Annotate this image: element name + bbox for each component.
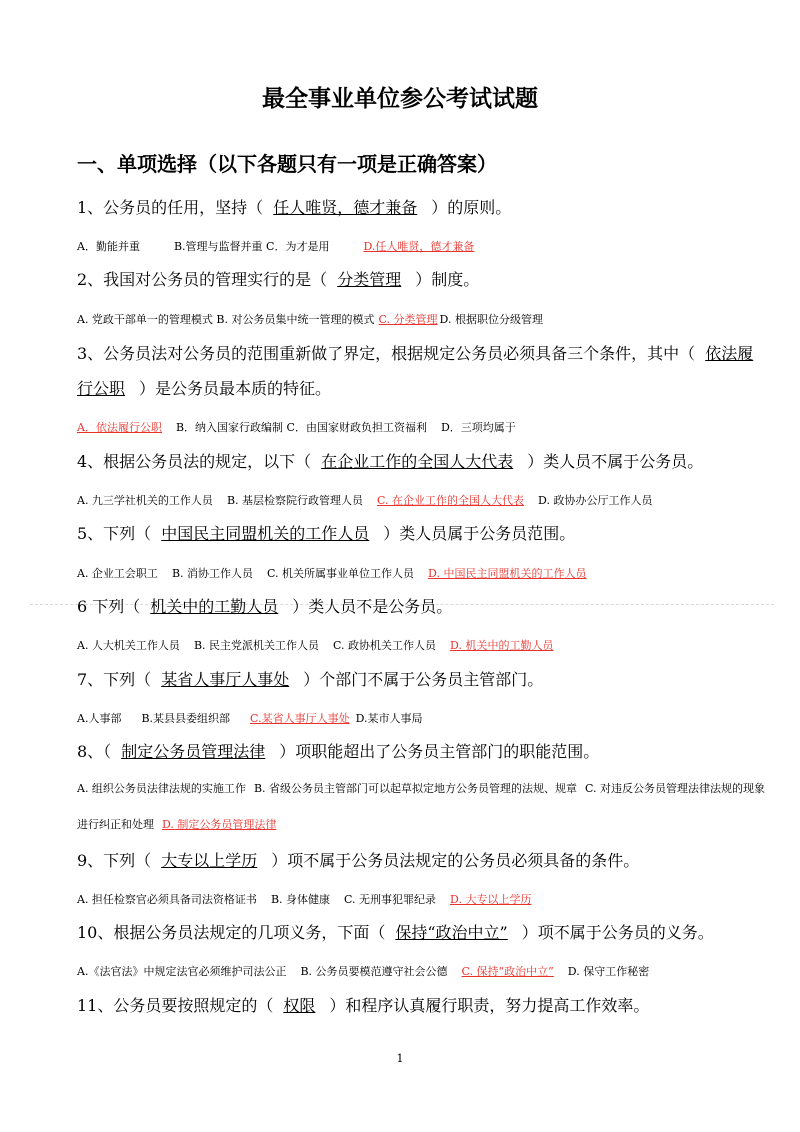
- answer-fill: 分类管理: [337, 270, 402, 289]
- answer-fill: 任人唯贤，德才兼备: [273, 198, 418, 217]
- answer-fill: 机关中的工勤人员: [150, 597, 279, 616]
- question-stem: 7、下列（: [77, 670, 152, 689]
- document-title: 最全事业单位参公考试试题: [262, 86, 538, 112]
- question-1: [77, 190, 767, 225]
- question-9: [77, 843, 767, 878]
- option: A. 担任检察官必须具备司法资格证书: [77, 893, 257, 906]
- options-4: [77, 492, 777, 508]
- options-9: [77, 891, 777, 907]
- question-stem: 9、下列（: [77, 851, 152, 870]
- answer-fill: 保持“政治中立”: [395, 923, 508, 942]
- question-6: [77, 589, 767, 624]
- options-3: [77, 419, 777, 435]
- option: B.管理与监督并重 C．为才是用: [173, 240, 330, 253]
- options-8: [77, 771, 767, 843]
- option: B. 消协工作人员: [171, 567, 254, 580]
- option: D．三项均属于: [440, 421, 516, 434]
- question-tail: ）类人员不是公务员。: [292, 597, 453, 616]
- option: D. 保守工作秘密: [567, 965, 650, 978]
- question-tail: ）和程序认真履行职责，努力提高工作效率。: [329, 996, 650, 1015]
- option: A.人事部: [77, 712, 122, 725]
- option: A. 党政干部单一的管理模式 B. 对公务员集中统一管理的模式: [77, 313, 375, 326]
- question-5: [77, 516, 767, 551]
- options-10: [77, 963, 777, 979]
- correct-option: A．依法履行公职: [77, 421, 162, 434]
- question-stem: 10、根据公务员法规定的几项义务，下面（: [77, 923, 386, 942]
- question-10: [77, 915, 767, 950]
- answer-fill: 制定公务员管理法律: [121, 742, 266, 761]
- question-tail: ）项不属于公务员法规定的公务员必须具备的条件。: [271, 851, 640, 870]
- question-stem: 8、（: [77, 742, 112, 761]
- option: A. 九三学社机关的工作人员: [77, 494, 213, 507]
- option: C. 对违反公务员管理法律法规的现象进行纠正和处理: [77, 782, 766, 831]
- question-stem: 3、公务员法对公务员的范围重新做了界定，根据规定公务员必须具备三个条件，其中（: [77, 344, 696, 363]
- option: C. 机关所属事业单位工作人员: [267, 567, 415, 580]
- correct-option: C. 在企业工作的全国人大代表: [377, 494, 525, 507]
- question-8: [77, 734, 767, 769]
- option: B. 基层检察院行政管理人员: [226, 494, 364, 507]
- options-5: [77, 565, 777, 581]
- question-stem: 4、根据公务员法的规定，以下（: [77, 452, 312, 471]
- section-heading: 一、单项选择（以下各题只有一项是正确答案）: [77, 152, 497, 176]
- option: A. 人大机关工作人员: [77, 639, 180, 652]
- answer-fill: 权限: [283, 996, 316, 1015]
- question-tail: ）制度。: [415, 270, 480, 289]
- question-tail: ）项职能超出了公务员主管部门的职能范围。: [279, 742, 600, 761]
- answer-fill: 某省人事厅人事处: [161, 670, 290, 689]
- answer-fill: 中国民主同盟机关的工作人员: [161, 524, 370, 543]
- answer-fill: 在企业工作的全国人大代表: [321, 452, 514, 471]
- correct-option: C. 保持“政治中立”: [461, 965, 554, 978]
- question-2: [77, 262, 767, 297]
- question-stem: 6 下列（: [77, 597, 141, 616]
- option: C. 政协机关工作人员: [333, 639, 437, 652]
- options-1: [77, 238, 777, 254]
- question-7: [77, 662, 767, 697]
- question-11: [77, 988, 767, 1023]
- question-tail: ）个部门不属于公务员主管部门。: [303, 670, 544, 689]
- option: B. 身体健康: [270, 893, 331, 906]
- correct-option: D. 大专以上学历: [450, 893, 532, 906]
- question-stem: 1、公务员的任用，坚持（: [77, 198, 264, 217]
- options-7: [77, 710, 777, 726]
- question-stem: 5、下列（: [77, 524, 152, 543]
- option: A. 企业工会职工: [77, 567, 158, 580]
- question-stem: 2、我国对公务员的管理实行的是（: [77, 270, 328, 289]
- options-2: [77, 311, 777, 327]
- correct-option: D. 机关中的工勤人员: [450, 639, 554, 652]
- correct-option: D. 中国民主同盟机关的工作人员: [428, 567, 587, 580]
- answer-fill: 大专以上学历: [161, 851, 258, 870]
- option: A. 组织公务员法律法规的实施工作: [77, 782, 246, 795]
- answer-fill: 依法履行公职: [77, 344, 754, 398]
- option: D.某市人事局: [355, 712, 423, 725]
- option: B．纳入国家行政编制 C．由国家财政负担工资福利: [175, 421, 427, 434]
- options-6: [77, 637, 777, 653]
- option: B. 公务员要模范遵守社会公德: [300, 965, 448, 978]
- correct-option: C.某省人事厅人事处: [250, 712, 350, 725]
- correct-option: C. 分类管理: [378, 313, 438, 326]
- option: A．勤能并重: [77, 240, 140, 253]
- option: B.某县县委组织部: [141, 712, 231, 725]
- question-tail: ）是公务员最本质的特征。: [139, 379, 332, 398]
- option: B. 省级公务员主管部门可以起草拟定地方公务员管理的法规、规章: [253, 782, 578, 795]
- correct-option: D.任人唯贤，德才兼备: [363, 240, 475, 253]
- page-number: 1: [396, 1052, 404, 1065]
- correct-option: D. 制定公务员管理法律: [162, 818, 277, 831]
- option: C. 无刑事犯罪纪录: [344, 893, 437, 906]
- option: B. 民主党派机关工作人员: [193, 639, 320, 652]
- question-tail: ）类人员属于公务员范围。: [383, 524, 576, 543]
- question-3: [77, 336, 767, 406]
- question-tail: ）类人员不属于公务员。: [527, 452, 704, 471]
- option: A.《法官法》中规定法官必须维护司法公正: [77, 965, 287, 978]
- question-4: [77, 444, 767, 479]
- question-stem: 11、公务员要按照规定的（: [77, 996, 274, 1015]
- question-tail: ）的原则。: [431, 198, 512, 217]
- option: D. 政协办公厅工作人员: [538, 494, 653, 507]
- question-tail: ）项不属于公务员的义务。: [521, 923, 714, 942]
- option: D. 根据职位分级管理: [439, 313, 543, 326]
